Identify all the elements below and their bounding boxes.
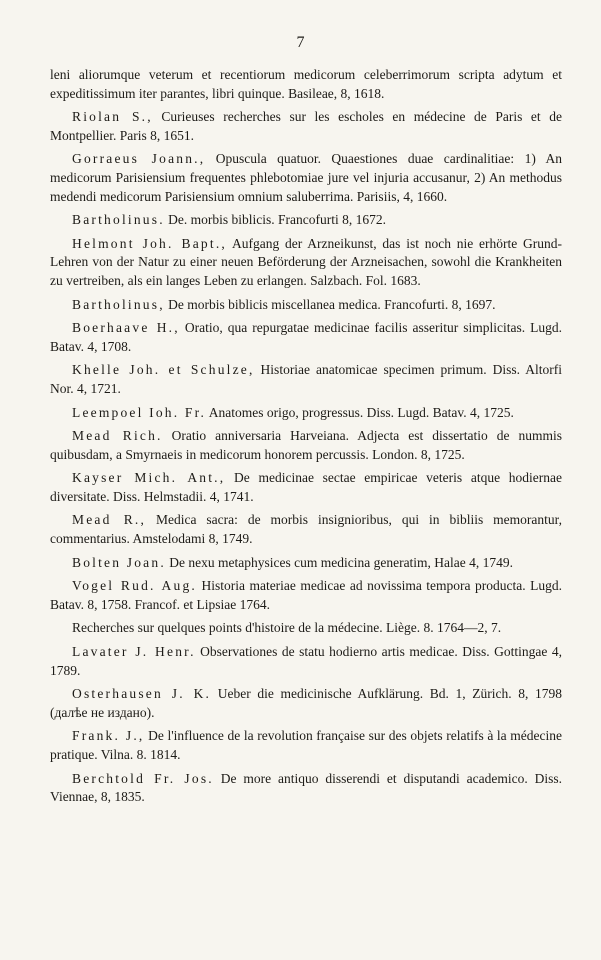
entry-text: De medicinae sectae empiricae veteris atque hodiernae diversitate. Diss. Helmstadii. 4, 1741. bbox=[50, 470, 562, 504]
entry-text: Anatomes origo, progressus. Diss. Lugd. Batav. 4, 1725. bbox=[206, 404, 514, 420]
entry-text: De morbis biblicis miscellanea medica. Francofurti. 8, 1697. bbox=[164, 296, 496, 312]
entry-author: Khelle Joh. et Schulze, bbox=[72, 362, 255, 378]
bibliography-entry bbox=[50, 685, 562, 722]
entry-author: Riolan S., bbox=[72, 109, 153, 125]
entry-author: Kayser Mich. Ant., bbox=[72, 470, 226, 486]
entry-author: Lavater J. Henr. bbox=[72, 644, 196, 660]
bibliography-list bbox=[50, 66, 562, 812]
bibliography-entry bbox=[50, 361, 562, 398]
bibliography-entry bbox=[50, 66, 562, 103]
bibliography-entry bbox=[50, 211, 562, 230]
entry-author: Vogel Rud. Aug. bbox=[72, 578, 197, 594]
bibliography-entry bbox=[50, 511, 562, 548]
page-number: 7 bbox=[296, 34, 305, 51]
entry-author: Bartholinus. bbox=[72, 212, 165, 228]
entry-text: Recherches sur quelques points d'histoire de la médecine. Liège. 8. 1764—2, 7. bbox=[72, 620, 502, 636]
entry-text: De more antiquo disserendi et disputandi academico. Diss. Viennae, 8, 1835. bbox=[50, 770, 563, 805]
bibliography-entry bbox=[50, 554, 562, 573]
bibliography-entry bbox=[50, 108, 562, 145]
entry-author: Mead Rich. bbox=[72, 428, 163, 444]
bibliography-entry bbox=[50, 319, 562, 356]
bibliography-entry bbox=[50, 469, 562, 506]
entry-author: Bolten Joan. bbox=[72, 554, 166, 570]
entry-text: Aufgang der Arzneikunst, das ist noch nie erhörte Grund-Lehren von der Natur zu einer neuen Beförderung der Arzneisachen, sowohl die Krankheiten zu vertreiben, als ein langes Leben zu erlangen. Salzbach. Fol. 1683. bbox=[50, 235, 563, 288]
entry-text: Historia materiae medicae ad novissima tempora producta. Lugd. Batav. 8, 1758. Francof. et Lipsiae 1764. bbox=[50, 578, 562, 612]
entry-author: Frank. J., bbox=[72, 728, 145, 744]
bibliography-entry bbox=[50, 643, 562, 680]
bibliography-entry bbox=[50, 619, 562, 638]
bibliography-entry bbox=[50, 727, 562, 764]
entry-author: Leempoel Ioh. Fr. bbox=[72, 404, 207, 420]
entry-author: Helmont Joh. Bapt., bbox=[72, 235, 227, 251]
entry-author: Berchtold Fr. Jos. bbox=[72, 770, 214, 786]
entry-author: Bartholinus, bbox=[72, 296, 165, 312]
entry-text: leni aliorumque veterum et recentiorum medicorum celeberrimorum scripta adytum et expeditissimum iter parantes, libri quinque. Basileae, 8, 1618. bbox=[50, 67, 562, 101]
entry-text: Ueber die medicinische Aufklärung. Bd. 1, Zürich. 8, 1798 (далѣе не издано). bbox=[50, 686, 562, 720]
entry-author: Mead R., bbox=[72, 512, 147, 528]
bibliography-entry bbox=[50, 427, 562, 464]
entry-text: Observationes de statu hodierno artis medicae. Diss. Gottingae 4, 1789. bbox=[50, 644, 562, 678]
entry-text: Oratio anniversaria Harveiana. Adjecta est dissertatio de nummis quibusdam, a Smyrnaeis in medicorum honorem percussis. London. 8, 1725. bbox=[50, 428, 562, 462]
entry-text: De nexu metaphysices cum medicina generatim, Halae 4, 1749. bbox=[165, 554, 514, 570]
bibliography-entry bbox=[50, 296, 562, 315]
bibliography-entry bbox=[50, 770, 562, 807]
bibliography-entry bbox=[50, 235, 562, 291]
entry-author: Gorraeus Joann., bbox=[72, 151, 206, 167]
bibliography-entry bbox=[50, 404, 562, 423]
entry-text: Historiae anatomicae specimen primum. Diss. Altorfi Nor. 4, 1721. bbox=[50, 362, 562, 396]
entry-text: Medica sacra: de morbis insignioribus, qui in bibliis memorantur, commentarius. Amstelodami 8, 1749. bbox=[50, 512, 562, 547]
bibliography-entry bbox=[50, 577, 562, 614]
entry-author: Boerhaave H., bbox=[72, 320, 180, 336]
entry-text: Oratio, qua repurgatae medicinae facilis asseritur simplicitas. Lugd. Batav. 4, 1708. bbox=[50, 320, 562, 354]
entry-text: Opuscula quatuor. Quaestiones duae cardinalitiae: 1) An medicorum Parisiensium frequentes phlebotomiae jure vel injuria accusanur, 2) An methodus medendi medicorum Parisiensium omnium saluberrima. Parisiis, 4, 1660. bbox=[50, 151, 562, 204]
entry-text: De. morbis biblicis. Francofurti 8, 1672. bbox=[164, 212, 387, 228]
entry-author: Osterhausen J. K. bbox=[72, 686, 212, 702]
entry-text: Curieuses recherches sur les escholes en médecine de Paris et de Montpellier. Paris 8, 1651. bbox=[50, 109, 562, 143]
bibliography-entry bbox=[50, 150, 562, 206]
entry-text: De l'influence de la revolution française sur des objets relatifs à la médecine pratique. Vilna. 8. 1814. bbox=[50, 728, 563, 762]
